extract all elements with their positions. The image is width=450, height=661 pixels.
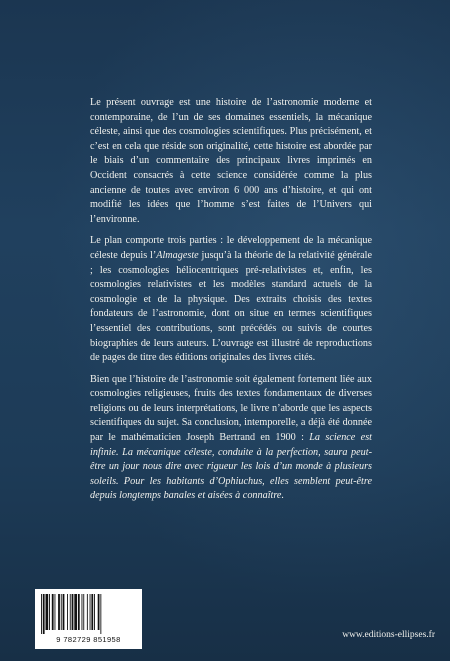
- isbn-barcode: [35, 589, 142, 649]
- barcode-bar: [61, 594, 62, 630]
- isbn-number: 9 782729 851958: [56, 635, 121, 644]
- barcode-bar: [41, 594, 42, 634]
- barcode-bar: [70, 594, 71, 630]
- barcode-bars: [41, 594, 136, 634]
- plan-text-start: Le plan comporte trois parties : le développement de la mécanique céleste depuis l’: [90, 235, 372, 261]
- plan-text-end: jusqu’à la théorie de la relativité générale ; les cosmologies héliocentriques pré-relativistes et, enfin, les cosmologies relativistes et les modèles standard actuels de la cosmologie et de la physique. Des extraits choisis des textes fondateurs de l’astronomie, dont on situe en termes scientifiques l’essentiel des contributions, sont précédés ou suivis de courtes biographies de leurs auteurs. L’ouvrage est illustré de reproductions de pages de titre des éditions originales des livres cités.: [90, 249, 372, 364]
- barcode-bar: [82, 594, 83, 630]
- barcode-bar: [78, 594, 80, 630]
- barcode-bar: [49, 594, 50, 630]
- barcode-bar: [43, 594, 45, 634]
- barcode-bar: [98, 594, 100, 630]
- barcode-bar: [94, 594, 95, 630]
- almageste-title: Almageste: [156, 249, 199, 261]
- barcode-bar: [46, 594, 49, 630]
- barcode-bar: [58, 594, 60, 630]
- description-text: [90, 96, 372, 511]
- paragraph-intro: Le présent ouvrage est une histoire de l’astronomie moderne et contemporaine, de l’un de ses domaines essentiels, la mécanique céleste, ainsi que des cosmologies scientifiques. Plus précisément, et c’est en cela que réside son originalité, cette histoire est abordée par le biais d’un commentaire des principaux livres imprimés en Occident consacrés à cette science considérée comme la plus ancienne de toutes avec environ 6 000 ans d’histoire, et qui ont modifié les idées que l’homme s’est faites de l’Univers qui l’environne.: [90, 97, 372, 225]
- barcode-bar: [90, 594, 91, 630]
- barcode-bar: [55, 594, 56, 630]
- barcode-bar: [87, 594, 88, 630]
- conclusion-text: Bien que l’histoire de l’astronomie soit également fortement liée aux cosmologies religieuses, fruits des textes fondamentaux de diverses religions ou de leurs interprétations, le livre n’aborde que les aspects scientifiques du sujet. Sa conclusion, intemporelle, a déjà été donnée par le mathématicien Joseph Bertrand en 1900 :: [90, 373, 372, 444]
- paragraph-conclusion: [90, 373, 372, 504]
- barcode-bar: [100, 594, 101, 634]
- barcode-bar: [63, 594, 65, 630]
- publisher-website: www.editions-ellipses.fr: [342, 630, 435, 640]
- barcode-bar: [72, 594, 74, 630]
- barcode-bar: [83, 594, 84, 630]
- barcode-bar: [74, 594, 77, 630]
- bertrand-quote: La science est infinie. La mécanique céleste, conduite à la perfection, saura peut-être un jour nous dire avec rigueur les lois d’un monde à plusieurs soleils. Pour les habitants d’Ophiuchus, elles semblent peut-être depuis longtemps banales et aisées à connaître.: [90, 432, 372, 502]
- barcode-bar: [67, 594, 68, 630]
- barcode-bar: [91, 594, 93, 630]
- barcode-bar: [52, 594, 54, 630]
- paragraph-plan: [90, 234, 372, 365]
